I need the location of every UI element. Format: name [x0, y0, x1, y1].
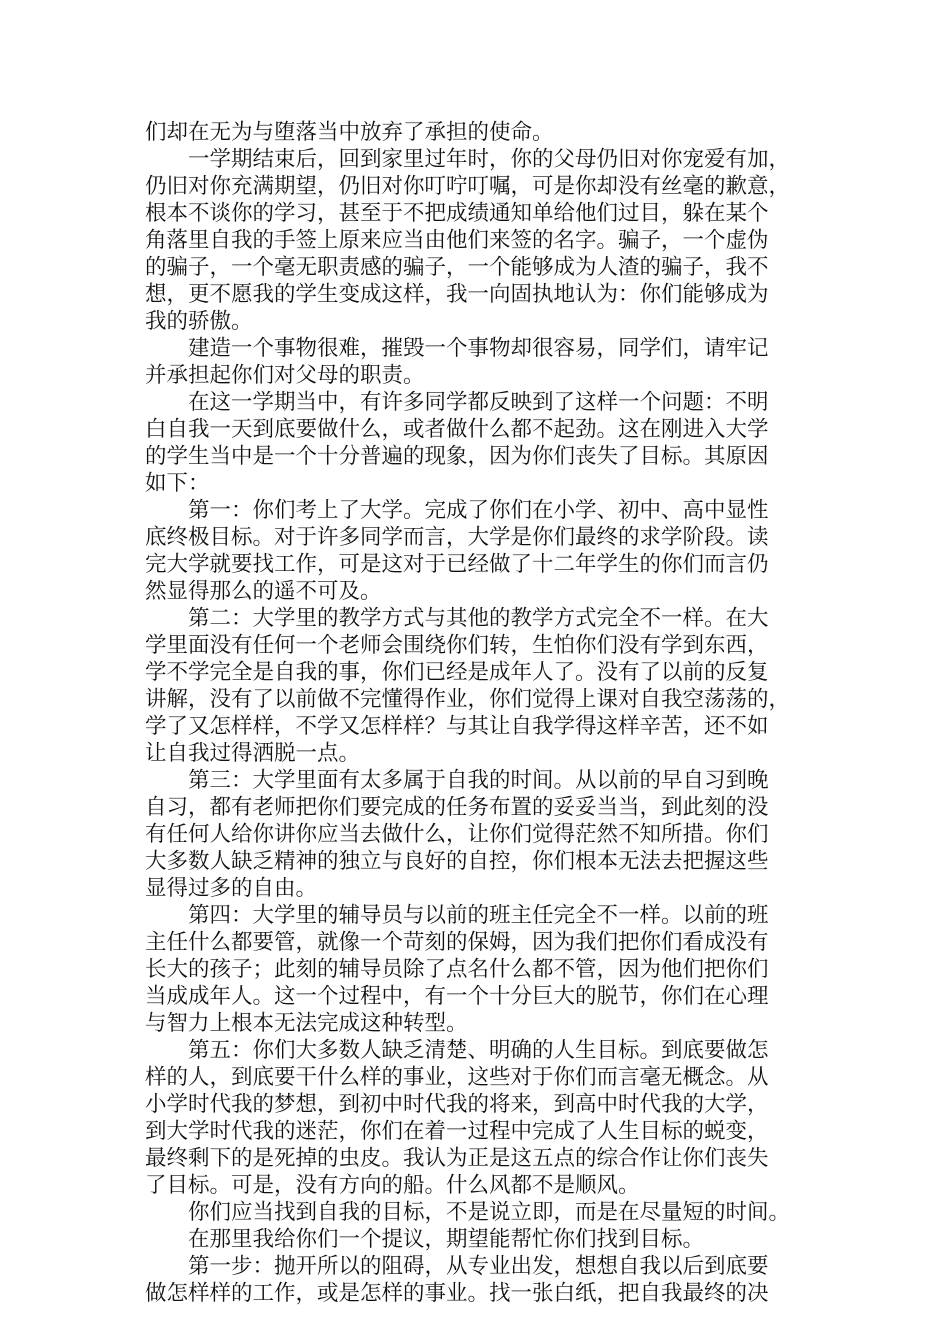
text-line: 当成成年人。这一个过程中，有一个十分巨大的脱节，你们在心理: [145, 984, 769, 1009]
text-line: 样的人，到底要干什么样的事业，这些对于你们而言毫无概念。从: [145, 1065, 769, 1090]
text-line: 一学期结束后，回到家里过年时，你的父母仍旧对你宠爱有加，: [188, 147, 791, 172]
text-line: 小学时代我的梦想，到初中时代我的将来，到高中时代我的大学，: [145, 1092, 769, 1117]
text-line: 角落里自我的手签上原来应当由他们来签的名字。骗子，一个虚伪: [145, 228, 769, 253]
text-line: 自习，都有老师把你们要完成的任务布置的妥妥当当，到此刻的没: [145, 795, 769, 820]
text-line: 了目标。可是，没有方向的船。什么风都不是顺风。: [145, 1173, 640, 1198]
text-line: 底终极目标。对于许多同学而言，大学是你们最终的求学阶段。读: [145, 525, 769, 550]
text-line: 的骗子，一个毫无职责感的骗子，一个能够成为人渣的骗子，我不: [145, 255, 769, 280]
text-line: 并承担起你们对父母的职责。: [145, 363, 425, 388]
text-line: 第二：大学里的教学方式与其他的教学方式完全不一样。在大: [188, 606, 769, 631]
text-line: 的学生当中是一个十分普遍的现象，因为你们丧失了目标。其原因: [145, 444, 769, 469]
text-line: 然显得那么的遥不可及。: [145, 579, 382, 604]
text-line: 与智力上根本无法完成这种转型。: [145, 1011, 468, 1036]
text-line: 想，更不愿我的学生变成这样，我一向固执地认为：你们能够成为: [145, 282, 769, 307]
text-line: 在这一学期当中，有许多同学都反映到了这样一个问题：不明: [188, 390, 769, 415]
text-line: 大多数人缺乏精神的独立与良好的自控，你们根本无法去把握这些: [145, 849, 769, 874]
text-line: 讲解，没有了以前做不完懂得作业，你们觉得上课对自我空荡荡的，: [145, 687, 791, 712]
text-line: 第一步：抛开所以的阻碍，从专业出发，想想自我以后到底要: [188, 1254, 769, 1279]
text-line: 最终剩下的是死掉的虫皮。我认为正是这五点的综合作让你们丧失: [145, 1146, 769, 1171]
text-line: 我的骄傲。: [145, 309, 253, 334]
text-line: 如下：: [145, 471, 210, 496]
document-body: [145, 119, 805, 1307]
text-line: 到大学时代我的迷茫，你们在着一过程中完成了人生目标的蜕变，: [145, 1119, 769, 1144]
text-line: 长大的孩子；此刻的辅导员除了点名什么都不管，因为他们把你们: [145, 957, 769, 982]
text-line: 们却在无为与堕落当中放弃了承担的使命。: [145, 120, 554, 145]
text-line: 仍旧对你充满期望，仍旧对你叮咛叮嘱，可是你却没有丝毫的歉意，: [145, 174, 791, 199]
text-line: 显得过多的自由。: [145, 876, 318, 901]
text-line: 学了又怎样样，不学又怎样样？与其让自我学得这样辛苦，还不如: [145, 714, 769, 739]
text-line: 主任什么都要管，就像一个苛刻的保姆，因为我们把你们看成没有: [145, 930, 769, 955]
text-line: 学里面没有任何一个老师会围绕你们转，生怕你们没有学到东西，: [145, 633, 769, 658]
text-line: 根本不谈你的学习，甚至于不把成绩通知单给他们过目，躲在某个: [145, 201, 769, 226]
text-line: 你们应当找到自我的目标，不是说立即，而是在尽量短的时间。: [188, 1200, 791, 1225]
text-line: 第五：你们大多数人缺乏清楚、明确的人生目标。到底要做怎: [188, 1038, 769, 1063]
text-line: 第三：大学里面有太多属于自我的时间。从以前的早自习到晚: [188, 768, 769, 793]
text-line: 完大学就要找工作，可是这对于已经做了十二年学生的你们而言仍: [145, 552, 769, 577]
text-line: 建造一个事物很难，摧毁一个事物却很容易，同学们，请牢记: [188, 336, 769, 361]
text-line: 第一：你们考上了大学。完成了你们在小学、初中、高中显性: [188, 498, 769, 523]
text-line: 做怎样样的工作，或是怎样的事业。找一张白纸，把自我最终的决: [145, 1281, 769, 1306]
text-line: 有任何人给你讲你应当去做什么，让你们觉得茫然不知所措。你们: [145, 822, 769, 847]
text-line: 白自我一天到底要做什么，或者做什么都不起劲。这在刚进入大学: [145, 417, 769, 442]
text-line: 学不学完全是自我的事，你们已经是成年人了。没有了以前的反复: [145, 660, 769, 685]
text-line: 在那里我给你们一个提议，期望能帮忙你们找到目标。: [188, 1227, 705, 1252]
text-line: 第四：大学里的辅导员与以前的班主任完全不一样。以前的班: [188, 903, 769, 928]
text-line: 让自我过得洒脱一点。: [145, 741, 361, 766]
